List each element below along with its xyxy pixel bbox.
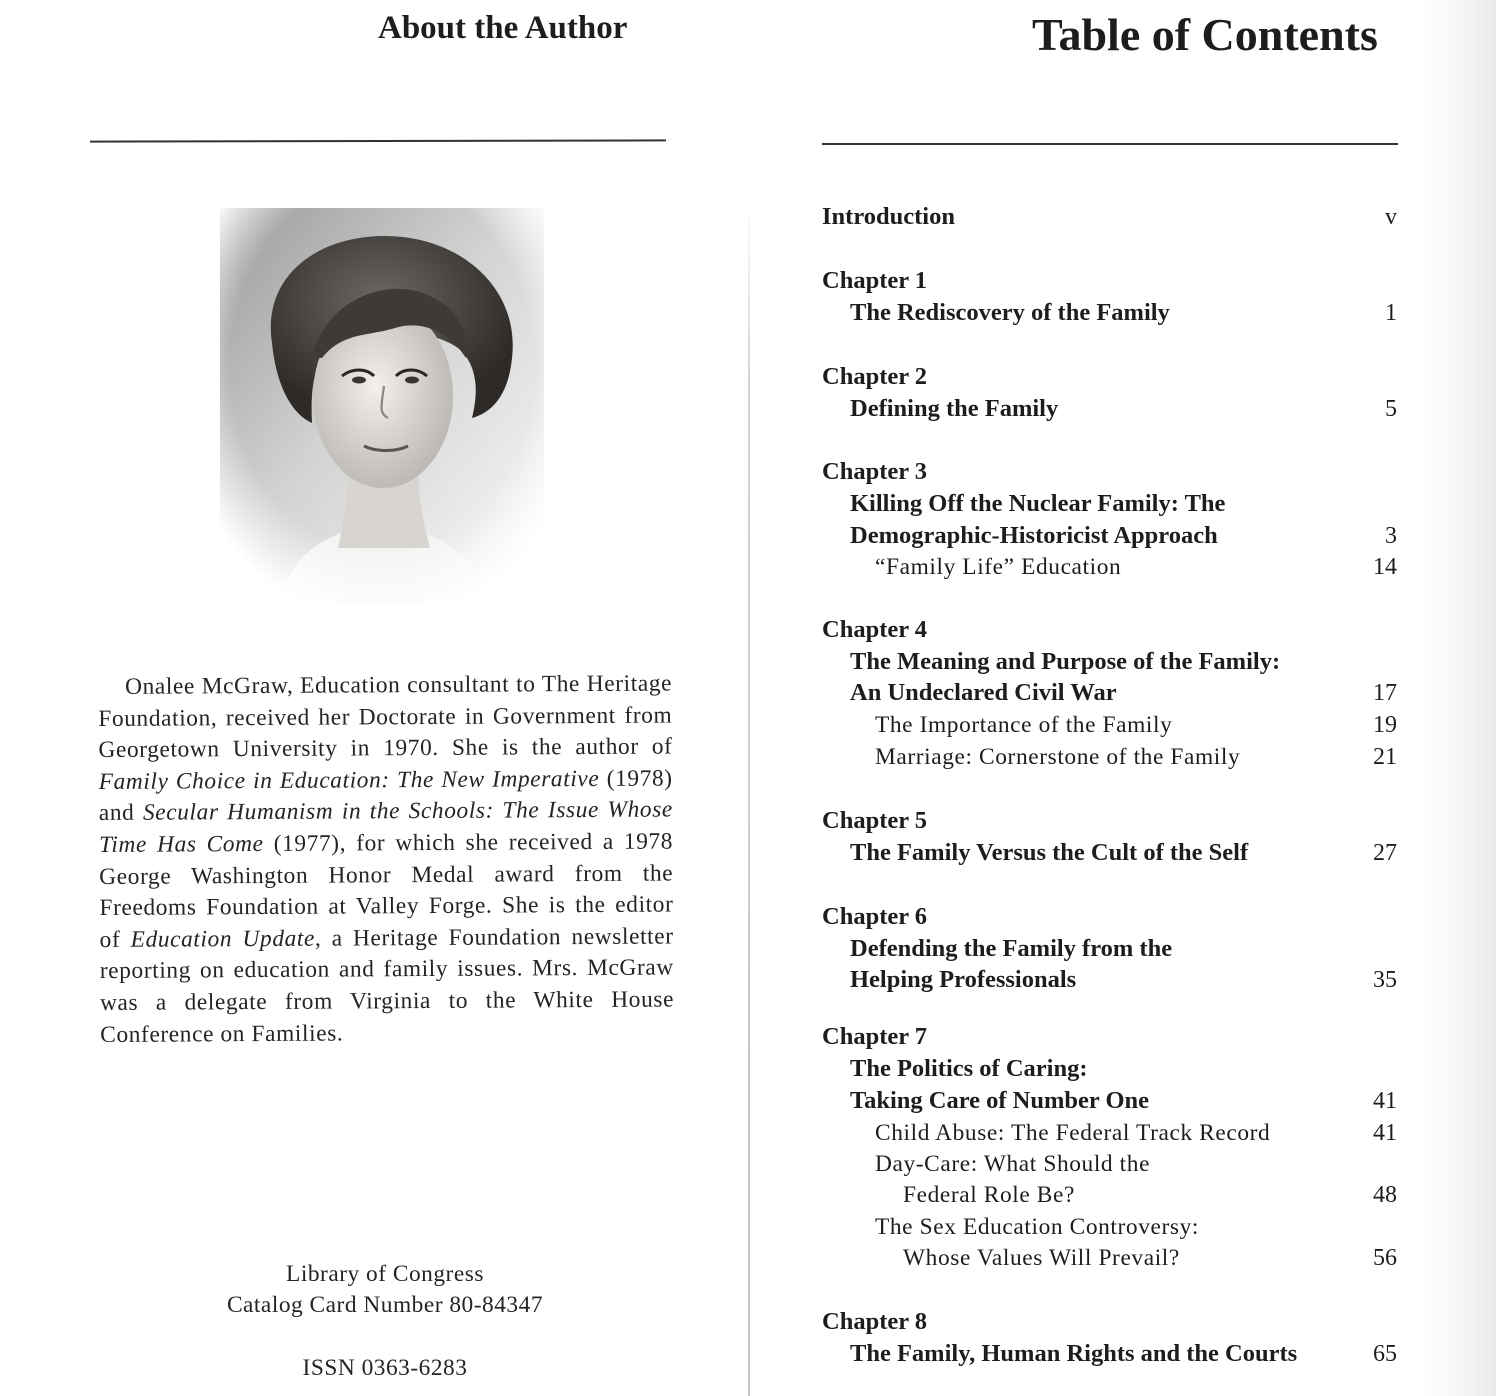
toc-chapter-title: Defending the Family from the (850, 935, 1173, 962)
toc-chapter-title: An Undeclared Civil War (850, 679, 1117, 706)
bio-text-part: Onalee McGraw, Education consultant to The Heritage Foundation, received her Doctorate in Government from Georgetown University in 1970. She is the author of (98, 670, 673, 764)
toc-page-number: 3 (1385, 523, 1397, 549)
toc-chapter-title: Demographic-Historicist Approach (850, 522, 1218, 549)
toc-section-title: Marriage: Cornerstone of the Family (875, 744, 1241, 770)
toc-chapter-label: Chapter 8 (822, 1308, 928, 1335)
bio-text-part: (1977), for which she received a 1978 George Washington Honor Medal award from the Freedoms Foundation at Valley Forge. She is the editor of (99, 828, 674, 953)
toc-page-number: 48 (1373, 1182, 1397, 1208)
toc-section-title: Day-Care: What Should the (875, 1151, 1151, 1177)
toc-chapter-title: The Rediscovery of the Family (850, 299, 1170, 326)
toc-section-title: The Importance of the Family (875, 712, 1173, 738)
toc-chapter-label: Chapter 5 (822, 807, 928, 834)
heading-rule (90, 139, 666, 142)
toc-page-number: 41 (1373, 1088, 1397, 1114)
toc-heading: Table of Contents (1032, 9, 1378, 60)
newsletter-title: Education Update (130, 925, 316, 953)
toc-page-number: 35 (1373, 967, 1397, 993)
toc-section-title: “Family Life” Education (875, 554, 1122, 580)
table-of-contents-page (748, 0, 1496, 1396)
toc-page-number: 5 (1385, 396, 1397, 422)
toc-page-number: 1 (1385, 300, 1397, 326)
book-title-family-choice: Family Choice in Education: The New Imperative (98, 765, 600, 795)
catalog-card-number: Catalog Card Number 80-84347 (226, 1292, 544, 1318)
toc-chapter-label: Chapter 7 (822, 1023, 928, 1050)
toc-section-title: The Sex Education Controversy: (875, 1214, 1199, 1240)
toc-chapter-title: Defining the Family (850, 395, 1059, 422)
toc-chapter-title: The Meaning and Purpose of the Family: (850, 648, 1281, 675)
toc-page-number: 14 (1373, 554, 1397, 580)
toc-chapter-label: Chapter 6 (822, 903, 928, 930)
bio-text-part: , a Heritage Foundation newsletter reporting on education and family issues. Mrs. McGraw was a delegate from Virginia to the White House Conference on Families. (99, 923, 675, 1048)
library-of-congress-line: Library of Congress (286, 1261, 484, 1287)
about-author-heading: About the Author (378, 10, 628, 46)
toc-section-title: Federal Role Be? (903, 1182, 1075, 1208)
toc-page-number: v (1385, 204, 1397, 230)
issn-number: ISSN 0363-6283 (302, 1355, 468, 1381)
toc-chapter-title: The Family, Human Rights and the Courts (850, 1340, 1298, 1367)
toc-page-number: 19 (1373, 712, 1397, 738)
toc-chapter-label: Chapter 4 (822, 616, 928, 643)
toc-chapter-label: Chapter 1 (822, 267, 928, 294)
author-photo (220, 208, 544, 603)
book-title-secular-humanism: Secular Humanism in the Schools: The Issue Whose Time Has Come (98, 796, 673, 858)
toc-section-title: Whose Values Will Prevail? (903, 1245, 1180, 1271)
toc-introduction: Introduction (822, 203, 955, 230)
toc-page-number: 65 (1373, 1341, 1397, 1367)
toc-page-number: 56 (1373, 1245, 1397, 1271)
toc-page-number: 21 (1373, 744, 1397, 770)
toc-page-number: 41 (1373, 1120, 1397, 1146)
toc-chapter-title: The Family Versus the Cult of the Self (850, 839, 1249, 866)
toc-section-title: Child Abuse: The Federal Track Record (875, 1120, 1271, 1146)
author-bio (98, 668, 674, 1051)
toc-chapter-label: Chapter 3 (822, 458, 928, 485)
toc-page-number: 27 (1373, 840, 1397, 866)
toc-chapter-title: Killing Off the Nuclear Family: The (850, 490, 1226, 517)
heading-rule (822, 143, 1398, 145)
toc-chapter-title: Taking Care of Number One (850, 1087, 1150, 1114)
toc-chapter-title: The Politics of Caring: (850, 1055, 1088, 1082)
bio-text-part: (1978) and (98, 765, 673, 827)
toc-page-number: 17 (1373, 680, 1397, 706)
toc-chapter-title: Helping Professionals (850, 966, 1077, 993)
toc-chapter-label: Chapter 2 (822, 363, 928, 390)
